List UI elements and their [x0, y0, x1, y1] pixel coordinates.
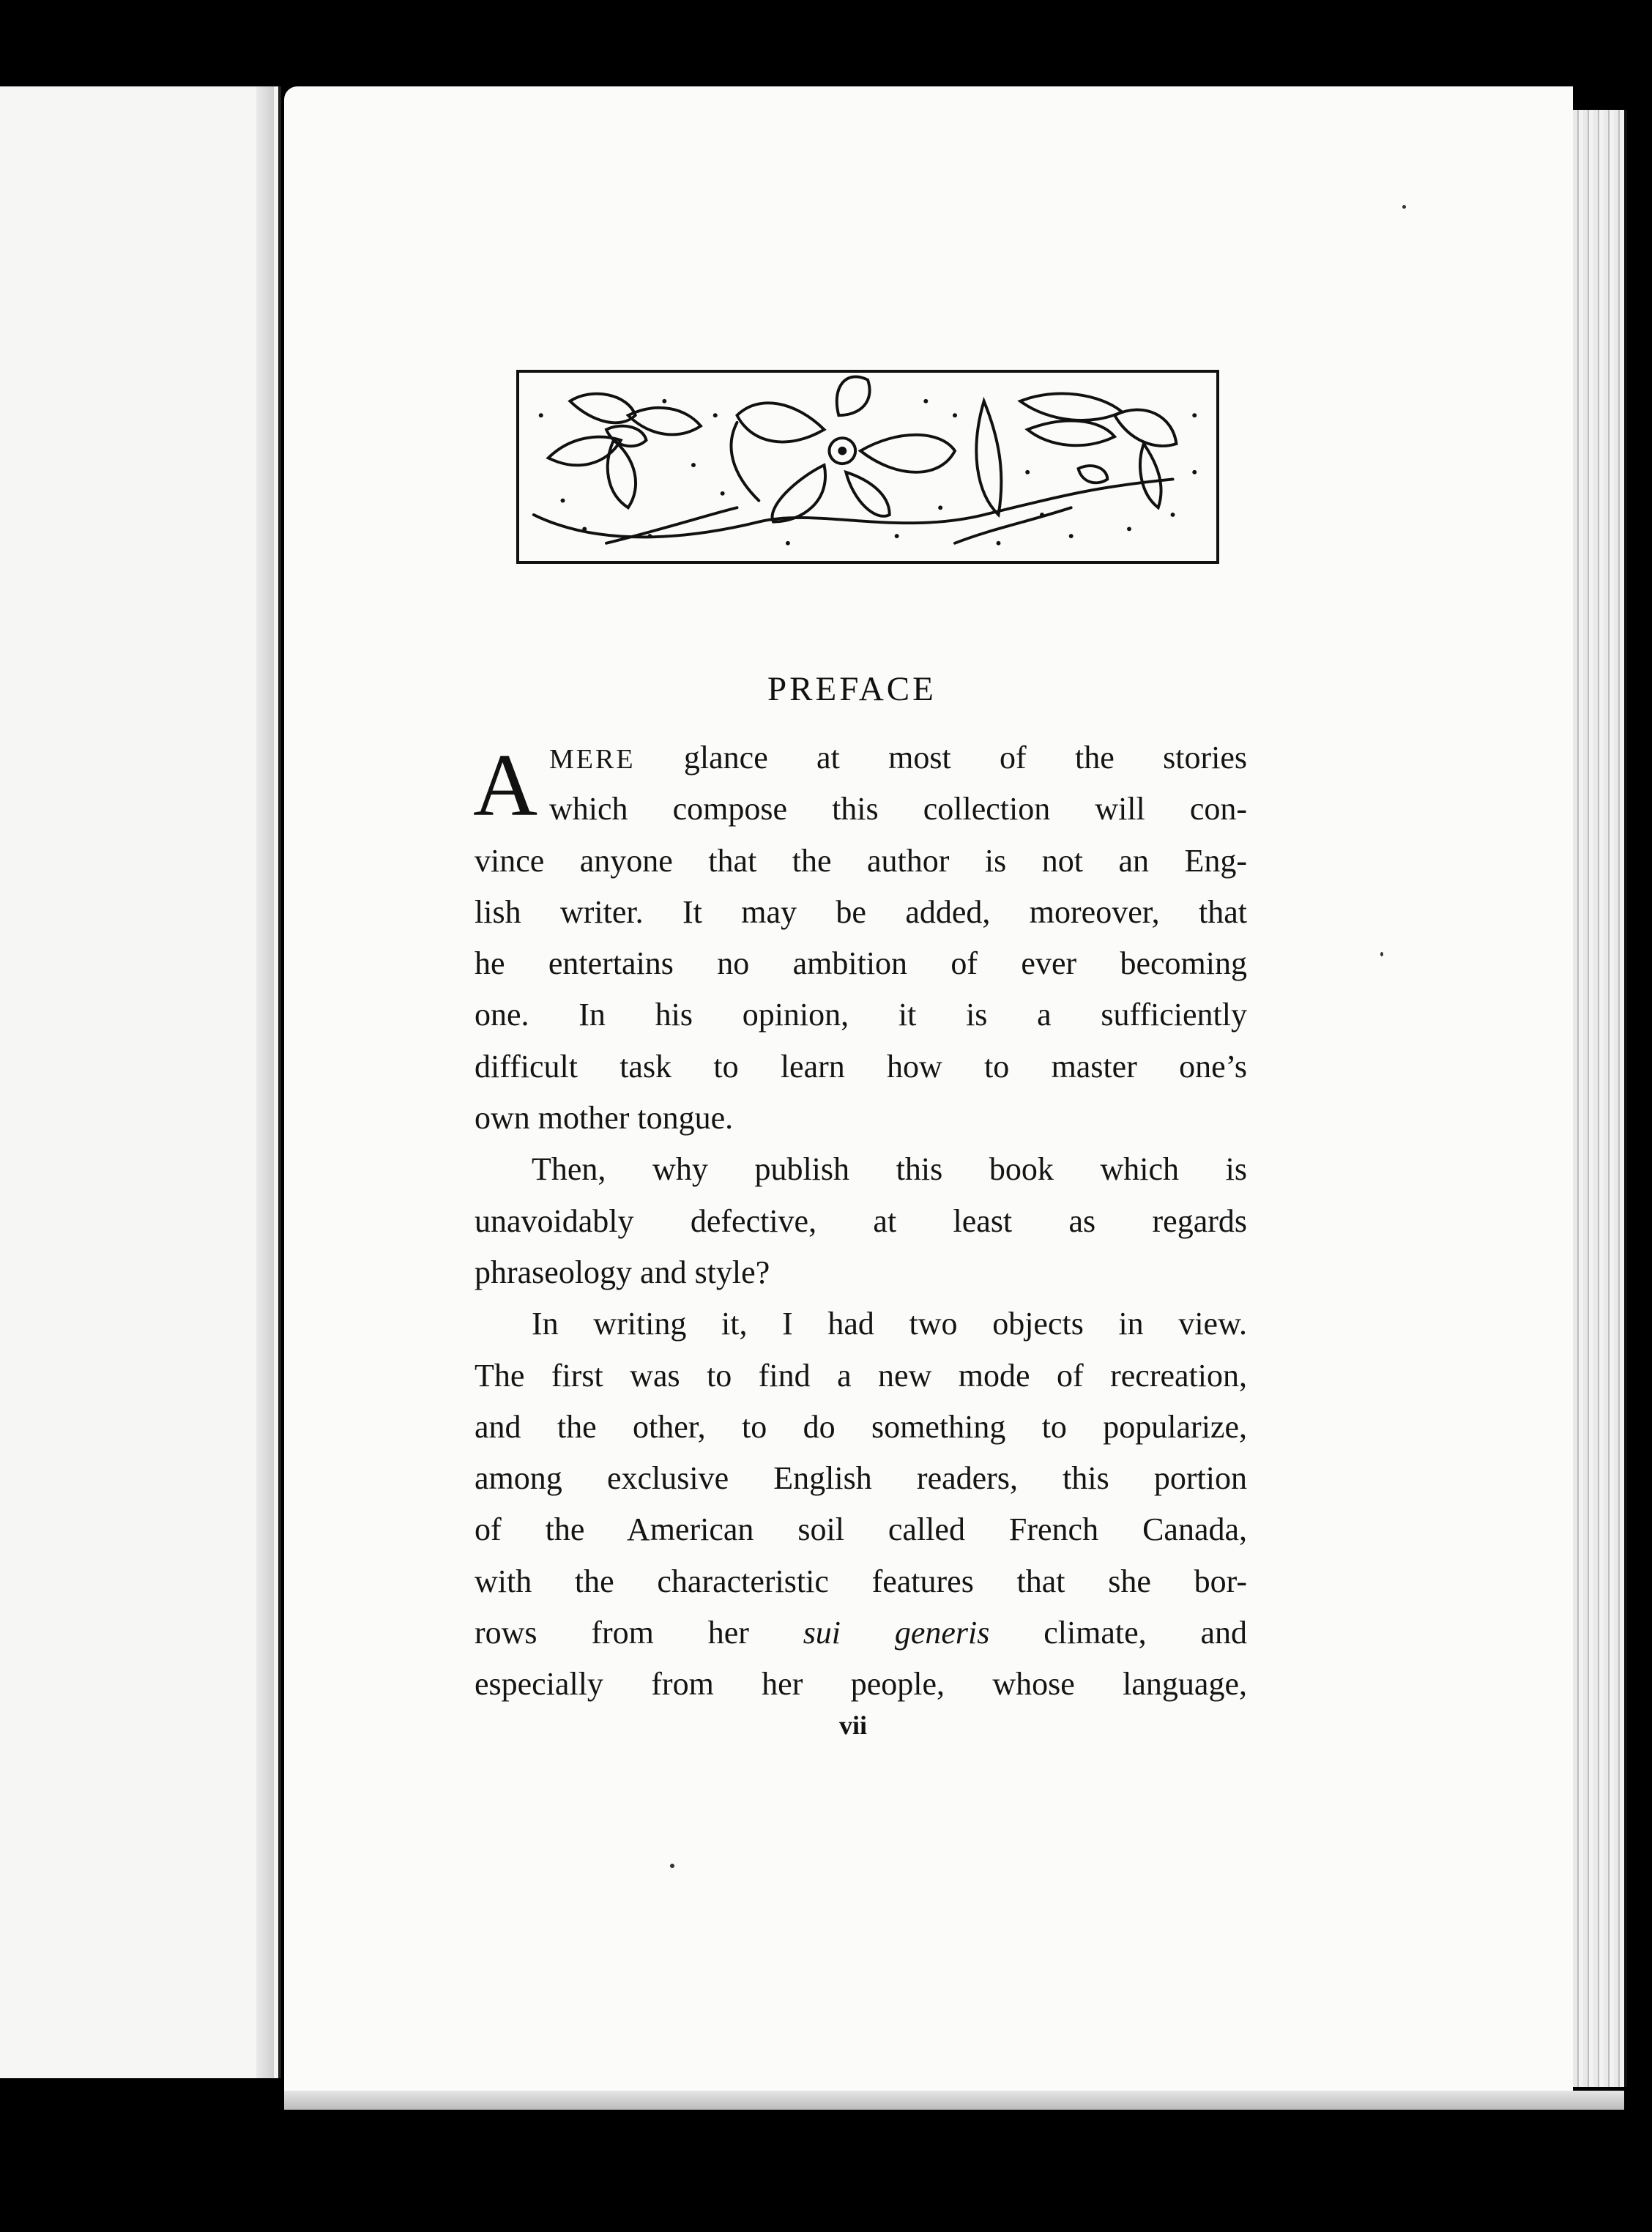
text-line: phraseology and style?	[475, 1254, 770, 1290]
drop-cap: A	[473, 736, 538, 835]
text-line: lish writer. It may be added, moreover, that	[475, 893, 1247, 930]
text-line: one. In his opinion, it is a sufficiently	[475, 997, 1247, 1033]
text-line: vince anyone that the author is not an Eng-	[475, 842, 1247, 879]
gutter-shadow	[256, 86, 274, 2078]
line-text: glance at most of the stories	[683, 740, 1248, 775]
text-line: unavoidably defective, at least as regards	[475, 1202, 1247, 1239]
text-line: of the American soil called French Canada,	[475, 1511, 1247, 1548]
floral-headpiece-ornament	[516, 370, 1219, 564]
text-line: own mother tongue.	[475, 1100, 734, 1137]
text-line: The first was to find a new mode of recreation,	[475, 1357, 1247, 1394]
text-line: Then, why publish this book which is	[532, 1151, 1247, 1188]
paper-speck	[670, 1864, 674, 1868]
page-number: vii	[839, 1711, 868, 1740]
line-text: climate, and	[1043, 1615, 1248, 1651]
paper-speck	[1380, 952, 1383, 956]
text-line	[475, 732, 1247, 784]
left-page	[0, 86, 281, 2078]
floral-ornament-image	[519, 373, 1216, 561]
text-line: and the other, to do something to popularize,	[475, 1408, 1247, 1445]
page-title: PREFACE	[767, 670, 937, 708]
text-line: which compose this collection will con-	[549, 791, 1247, 827]
line-text: rows from her	[475, 1615, 749, 1651]
text-line: he entertains no ambition of ever becoming	[475, 945, 1247, 982]
preface-body	[475, 732, 1247, 1711]
italic-phrase: sui generis	[803, 1615, 990, 1651]
text-line: difficult task to learn how to master one’s	[475, 1048, 1247, 1085]
page-bottom-edge	[284, 2091, 1624, 2110]
text-line: especially from her people, whose language,	[475, 1666, 1247, 1703]
first-word: MERE	[549, 744, 636, 775]
text-line: among exclusive English readers, this portion	[475, 1460, 1247, 1497]
text-line	[475, 1607, 1247, 1659]
text-line: In writing it, I had two objects in view.	[532, 1306, 1247, 1342]
page-edges	[1573, 110, 1627, 2087]
paper-speck	[1402, 205, 1406, 209]
text-line: with the characteristic features that she bor-	[475, 1563, 1247, 1599]
